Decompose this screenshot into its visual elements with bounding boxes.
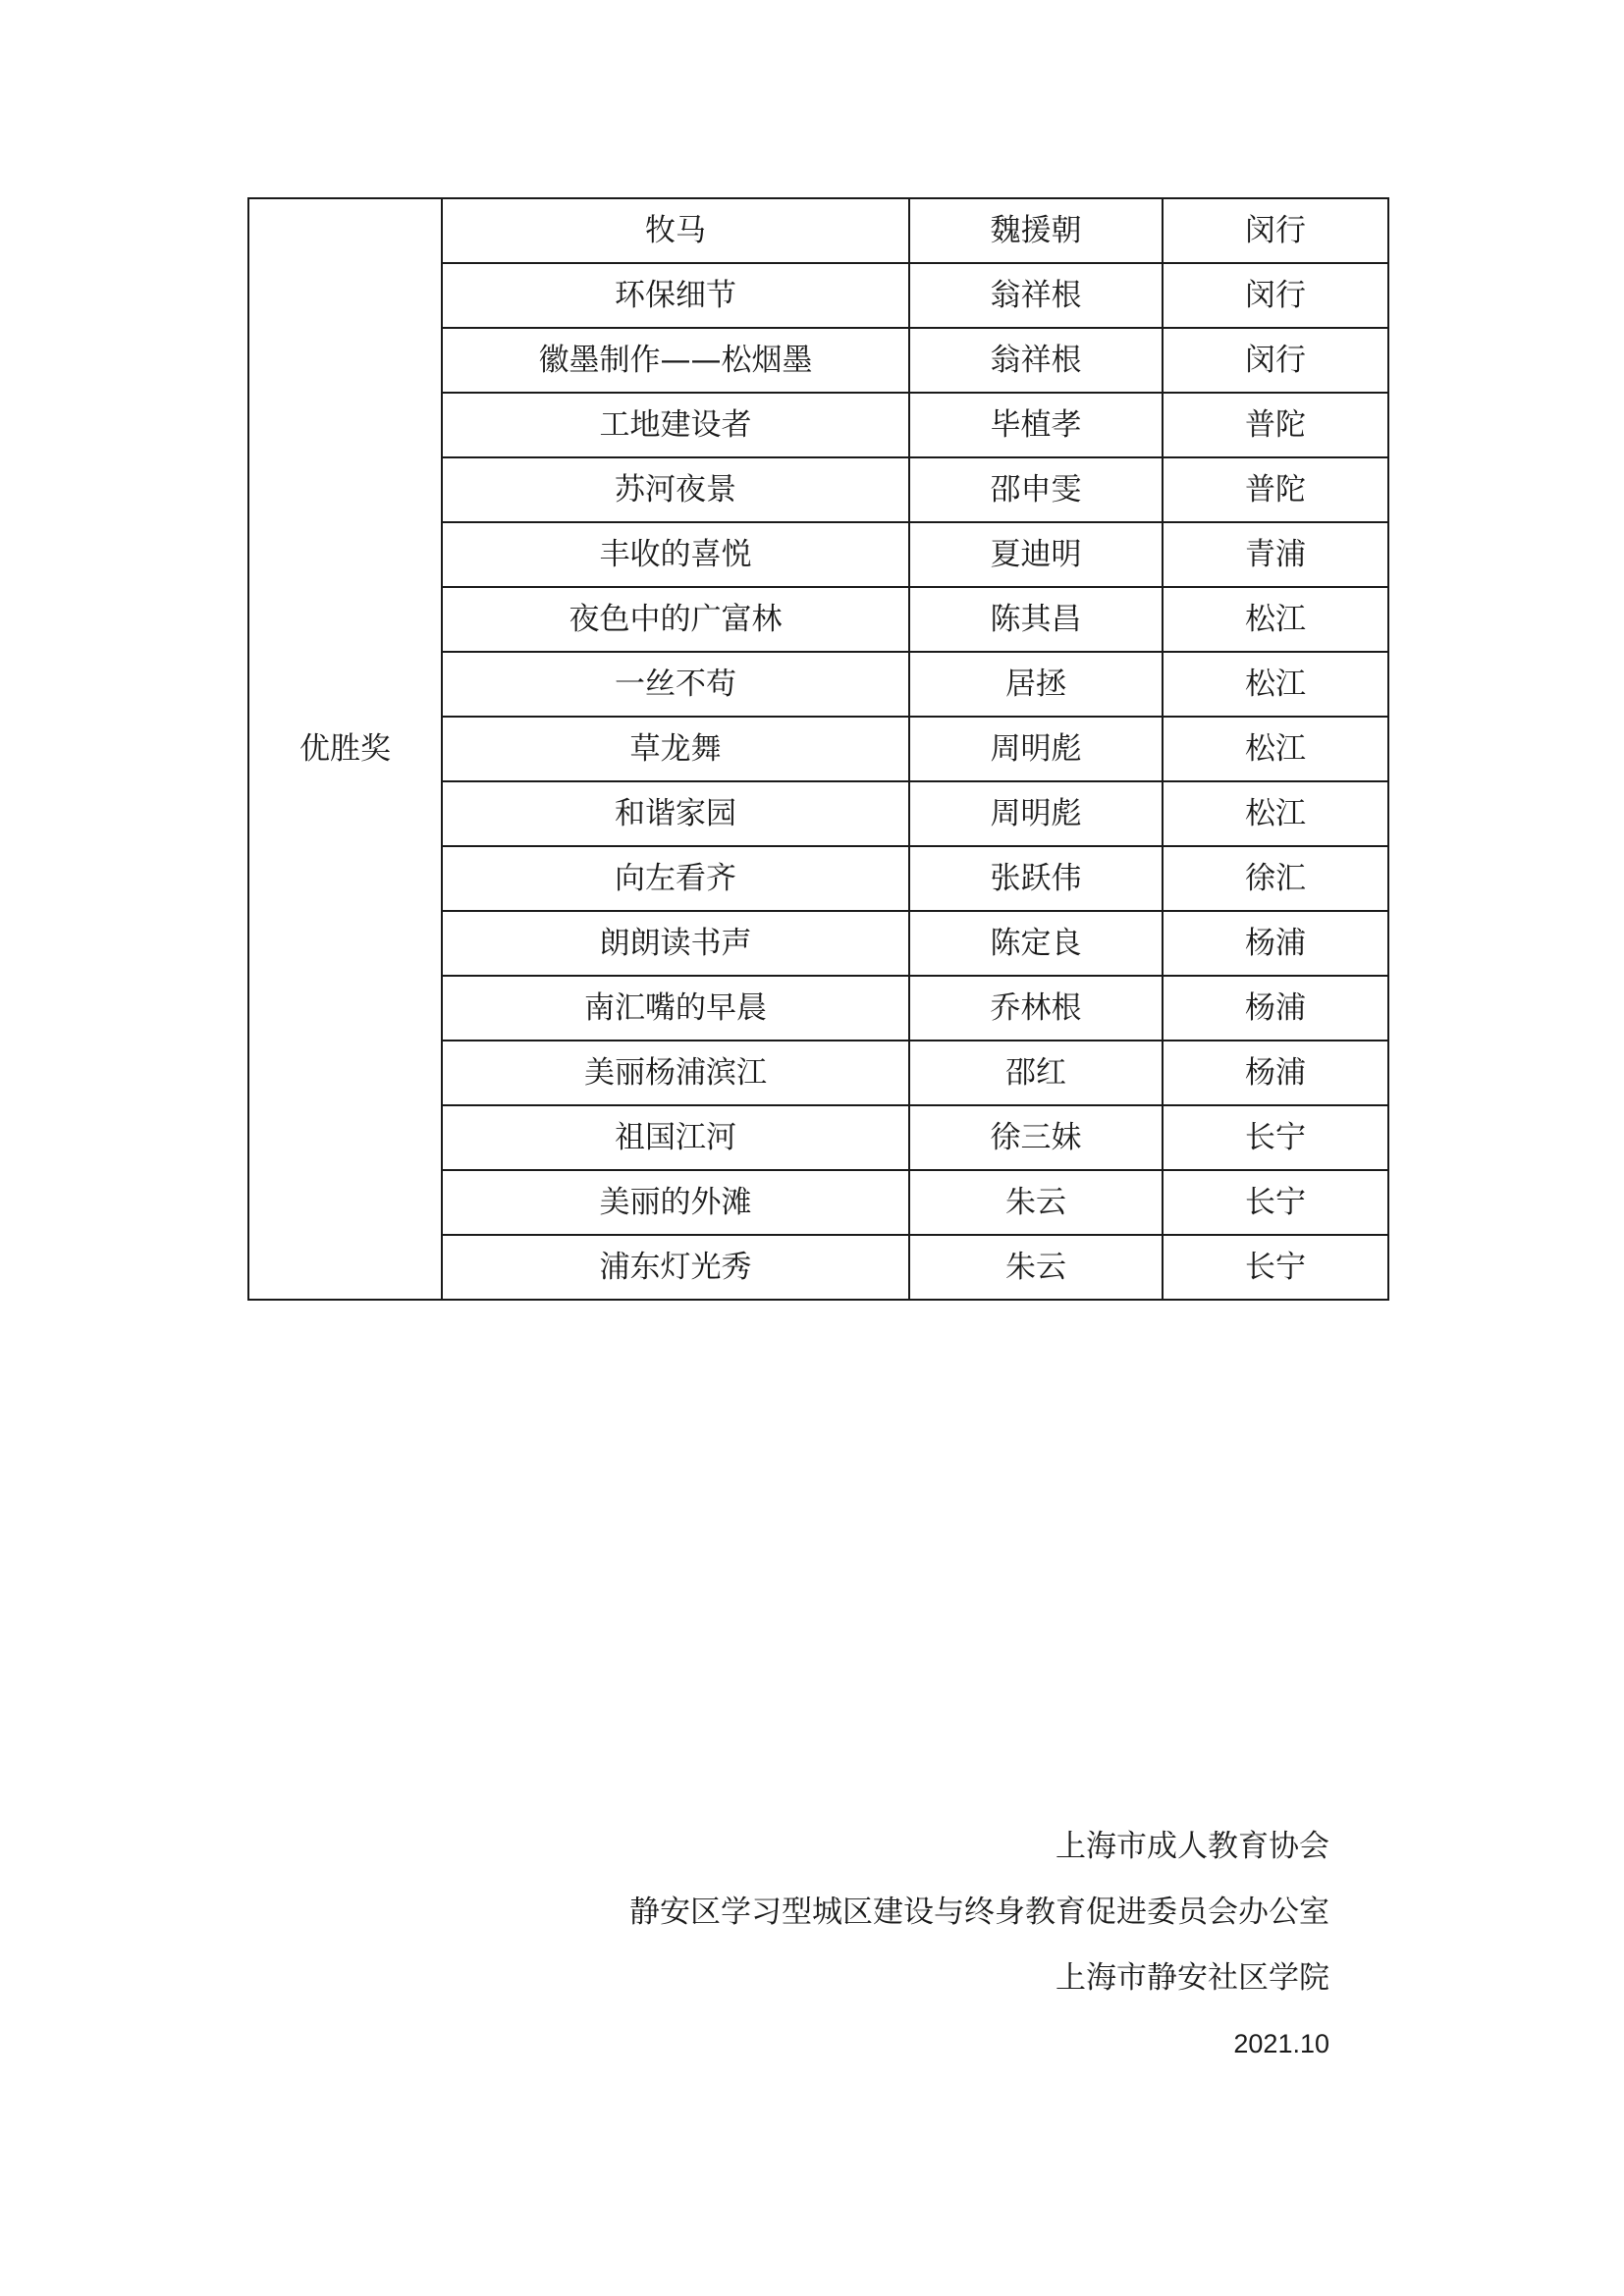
work-author: 翁祥根 [909, 328, 1163, 393]
award-category-cell: 优胜奖 [248, 198, 442, 1300]
work-district: 长宁 [1163, 1235, 1388, 1300]
work-title: 和谐家园 [442, 781, 909, 846]
award-table-body [248, 198, 1388, 1300]
work-title: 美丽的外滩 [442, 1170, 909, 1235]
work-author: 朱云 [909, 1170, 1163, 1235]
work-district: 松江 [1163, 717, 1388, 781]
work-author: 周明彪 [909, 781, 1163, 846]
work-district: 闵行 [1163, 198, 1388, 263]
work-author: 周明彪 [909, 717, 1163, 781]
table-row [248, 198, 1388, 263]
work-author: 夏迪明 [909, 522, 1163, 587]
work-title: 牧马 [442, 198, 909, 263]
work-title: 徽墨制作——松烟墨 [442, 328, 909, 393]
work-title: 草龙舞 [442, 717, 909, 781]
work-author: 毕植孝 [909, 393, 1163, 457]
work-title: 工地建设者 [442, 393, 909, 457]
work-title: 环保细节 [442, 263, 909, 328]
issuer-organization: 上海市静安社区学院 [1056, 1960, 1329, 1996]
work-district: 普陀 [1163, 457, 1388, 522]
work-district: 松江 [1163, 587, 1388, 652]
work-title: 浦东灯光秀 [442, 1235, 909, 1300]
issuer-organization: 上海市成人教育协会 [1056, 1829, 1329, 1864]
work-district: 闵行 [1163, 328, 1388, 393]
work-district: 杨浦 [1163, 1041, 1388, 1105]
work-author: 朱云 [909, 1235, 1163, 1300]
work-title: 苏河夜景 [442, 457, 909, 522]
work-district: 杨浦 [1163, 976, 1388, 1041]
issuer-block [629, 1829, 1329, 2058]
work-district: 松江 [1163, 781, 1388, 846]
work-district: 普陀 [1163, 393, 1388, 457]
work-title: 南汇嘴的早晨 [442, 976, 909, 1041]
award-table [247, 197, 1389, 1301]
work-title: 丰收的喜悦 [442, 522, 909, 587]
work-author: 陈其昌 [909, 587, 1163, 652]
work-author: 翁祥根 [909, 263, 1163, 328]
work-author: 乔林根 [909, 976, 1163, 1041]
work-author: 张跃伟 [909, 846, 1163, 911]
issuer-organization: 静安区学习型城区建设与终身教育促进委员会办公室 [629, 1895, 1329, 1930]
work-author: 居拯 [909, 652, 1163, 717]
work-title: 朗朗读书声 [442, 911, 909, 976]
work-author: 邵申雯 [909, 457, 1163, 522]
work-author: 陈定良 [909, 911, 1163, 976]
work-district: 松江 [1163, 652, 1388, 717]
work-district: 青浦 [1163, 522, 1388, 587]
work-district: 闵行 [1163, 263, 1388, 328]
work-author: 邵红 [909, 1041, 1163, 1105]
work-title: 一丝不苟 [442, 652, 909, 717]
work-author: 徐三妹 [909, 1105, 1163, 1170]
work-district: 长宁 [1163, 1105, 1388, 1170]
work-title: 夜色中的广富林 [442, 587, 909, 652]
work-author: 魏援朝 [909, 198, 1163, 263]
work-title: 美丽杨浦滨江 [442, 1041, 909, 1105]
issue-date: 2021.10 [1233, 2029, 1329, 2058]
work-district: 长宁 [1163, 1170, 1388, 1235]
work-title: 祖国江河 [442, 1105, 909, 1170]
work-district: 徐汇 [1163, 846, 1388, 911]
work-title: 向左看齐 [442, 846, 909, 911]
work-district: 杨浦 [1163, 911, 1388, 976]
